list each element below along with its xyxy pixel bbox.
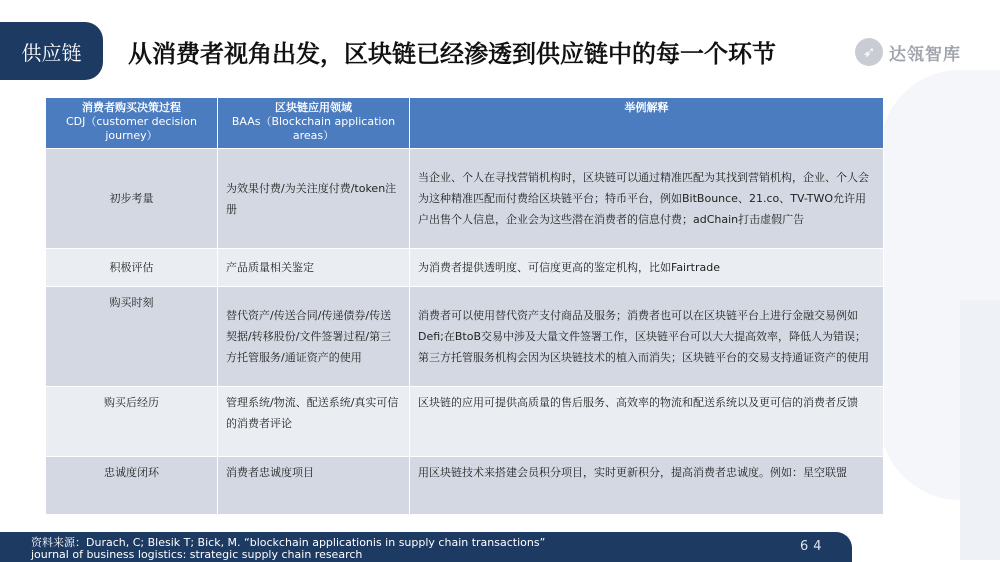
footer-bar: [0, 532, 852, 562]
header-cdj-line2: CDJ（customer decision: [65, 115, 198, 128]
row-stage: 购买时刻: [46, 287, 218, 387]
row-area: 替代资产/传送合同/传递债券/传送契据/转移股份/文件签署过程/第三方托管服务/通证资产的使用: [218, 287, 410, 387]
page-title: 从消费者视角出发，区块链已经渗透到供应链中的每一个环节: [128, 40, 776, 68]
row-example: 当企业、个人在寻找营销机构时，区块链可以通过精准匹配为其找到营销机构，企业、个人会为这种精准匹配而付费给区块链平台；特币平台，例如BitBounce、21.co、TV-TWO允许用户出售个人信息，企业会为这些潜在消费者的信息付费；adChain打击虚假广告: [410, 149, 884, 249]
header-baas-line2: BAAs（Blockchain application: [231, 115, 396, 128]
row-stage: 初步考量: [46, 149, 218, 249]
section-tag: 供应链: [0, 22, 103, 80]
logo-text: 达瓴智库: [889, 44, 961, 65]
table-row: [46, 457, 884, 515]
page-number: 64: [800, 539, 827, 554]
decorative-shape-lower: [960, 300, 1000, 560]
row-example: 用区块链技术来搭建会员积分项目，实时更新积分，提高消费者忠诚度。例如：星空联盟: [410, 457, 884, 515]
row-example: 为消费者提供透明度、可信度更高的鉴定机构，比如Fairtrade: [410, 249, 884, 287]
header-example-line1: 举例解释: [624, 101, 669, 114]
source-line-2: journal of business logistics: strategic supply chain research: [31, 548, 363, 561]
header-baas-line1: 区块链应用领域: [275, 101, 352, 114]
header-cdj-line3: journey）: [105, 129, 158, 142]
row-example: 消费者可以使用替代资产支付商品及服务；消费者也可以在区块链平台上进行金融交易例如Defi;在BtoB交易中涉及大量文件签署工作，区块链平台可以大大提高效率，降低人为错误；第三方托管服务机构会因为区块链技术的植入而消失；区块链平台的交易支持通证资产的使用: [410, 287, 884, 387]
brand-logo: [855, 38, 961, 66]
row-stage: 积极评估: [46, 249, 218, 287]
row-stage: 购买后经历: [46, 387, 218, 457]
header-cdj-line1: 消费者购买决策过程: [82, 101, 181, 114]
row-area: 产品质量相关鉴定: [218, 249, 410, 287]
header-baas: [218, 98, 410, 149]
row-area: 消费者忠诚度项目: [218, 457, 410, 515]
row-area: 管理系统/物流、配送系统/真实可信的消费者评论: [218, 387, 410, 457]
table-header-row: [46, 98, 884, 149]
table-row: [46, 149, 884, 249]
header-baas-line3: areas）: [292, 129, 335, 142]
row-stage: 忠诚度闭环: [46, 457, 218, 515]
cdj-table: [45, 97, 884, 515]
rocket-icon: ➶: [855, 38, 883, 66]
table-row: [46, 249, 884, 287]
row-area: 为效果付费/为关注度付费/token注册: [218, 149, 410, 249]
table-row: [46, 387, 884, 457]
header-example: [410, 98, 884, 149]
header-cdj: [46, 98, 218, 149]
row-example: 区块链的应用可提供高质量的售后服务、高效率的物流和配送系统以及更可信的消费者反馈: [410, 387, 884, 457]
source-line-1: 资料来源：Durach, C; Blesik T; Bick, M. “blockchain applicationis in supply chain transactions”: [31, 536, 546, 549]
table-row: [46, 287, 884, 387]
